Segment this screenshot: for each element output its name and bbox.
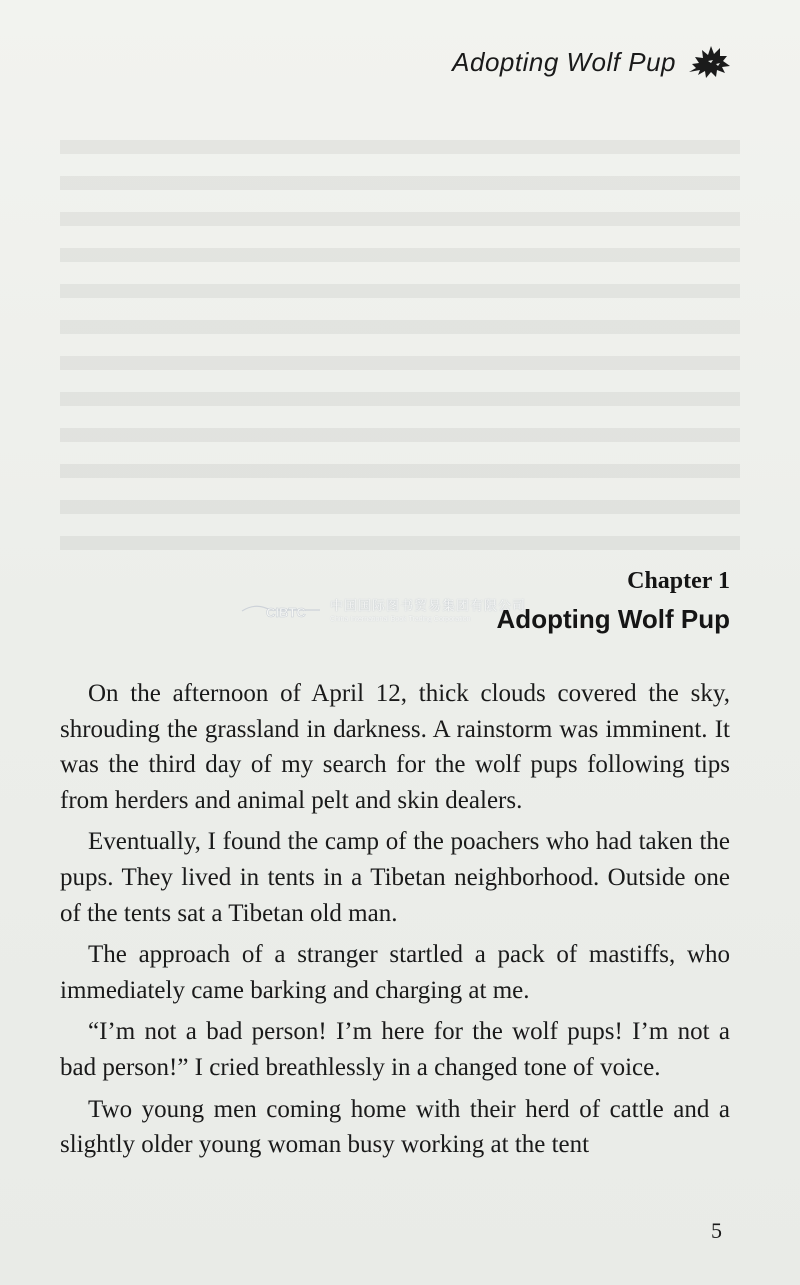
page-number: 5 — [711, 1218, 722, 1243]
paragraph: “I’m not a bad person! I’m here for the wolf pups! I’m not a bad person!” I cried breathlessly in a changed tone of voice. — [60, 1018, 730, 1081]
bleed-through-texture — [60, 140, 740, 560]
wolf-head-icon — [686, 42, 732, 82]
running-head-title: Adopting Wolf Pup — [452, 46, 676, 77]
running-head — [452, 42, 732, 82]
watermark-logo-text: CIBTC — [266, 605, 306, 620]
chapter-label: Chapter 1 — [627, 568, 730, 594]
cibtc-logo-icon — [240, 600, 322, 622]
chapter-title: Adopting Wolf Pup — [496, 604, 730, 634]
paragraph: On the afternoon of April 12, thick clouds covered the sky, shrouding the grassland in darkness. A rainstorm was imminent. It was the third day of my search for the wolf pups following tips from herders and animal pelt and skin dealers. — [60, 680, 730, 814]
paragraph: The approach of a stranger startled a pack of mastiffs, who immediately came barking and charging at me. — [60, 941, 730, 1004]
paragraph: Eventually, I found the camp of the poachers who had taken the pups. They lived in tents in a Tibetan neighborhood. Outside one of the tents sat a Tibetan old man. — [60, 828, 730, 927]
watermark-english: China International Book Trading Corporation — [330, 615, 471, 623]
body-text — [60, 676, 730, 1163]
watermark-chinese: 中国国际图书贸易集团有限公司 — [330, 598, 527, 614]
paragraph: Two young men coming home with their herd of cattle and a slightly older young woman busy working at the tent — [60, 1095, 730, 1159]
